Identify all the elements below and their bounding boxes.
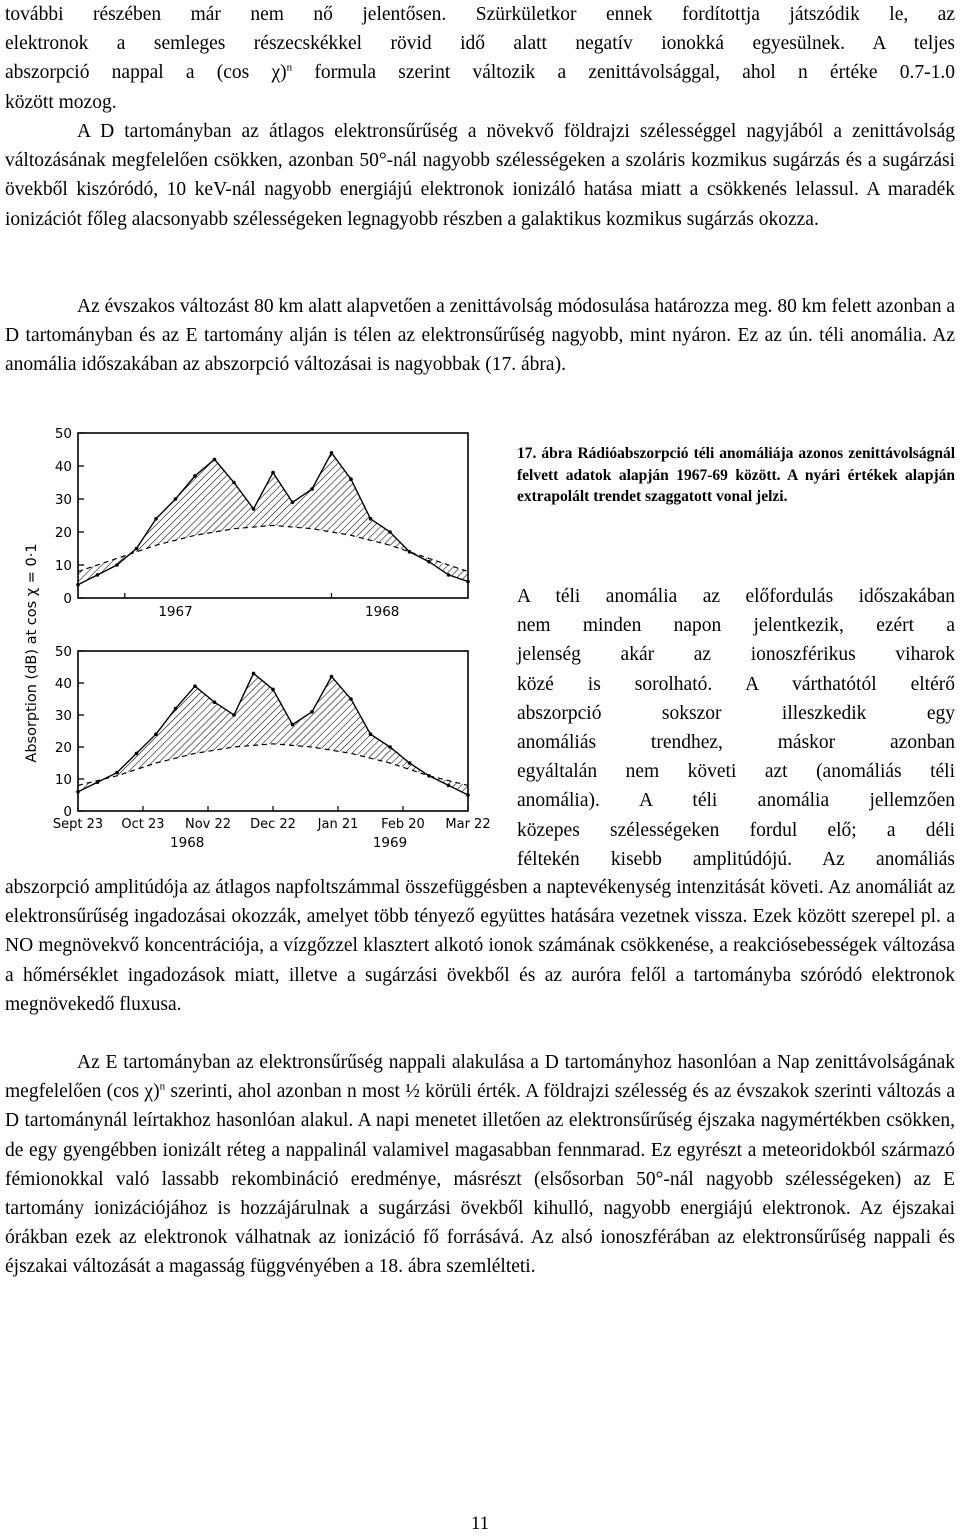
data-point — [466, 793, 470, 797]
y-tick-label: 0 — [63, 591, 72, 607]
x-tick-label: 1967 — [158, 604, 193, 620]
data-point — [154, 517, 158, 521]
data-point — [135, 752, 139, 756]
text-fragment: formula szerint változik a zenittávolsággal, ahol n értéke 0.7-1.0 — [292, 62, 956, 84]
text-line: anomália). A téli anomália jellemzően — [517, 790, 955, 812]
data-point — [213, 458, 217, 462]
data-point — [232, 481, 236, 485]
data-point — [349, 697, 353, 701]
anomaly-hatched-area — [78, 673, 468, 795]
text-line: jelenség akár az ionoszférikus viharok — [517, 644, 955, 666]
year-label: 1969 — [372, 835, 408, 851]
y-tick-label: 50 — [54, 644, 72, 660]
text-line — [5, 58, 955, 87]
y-tick-label: 0 — [63, 804, 72, 820]
x-tick-label: Oct 23 — [121, 817, 165, 832]
data-point — [252, 507, 256, 511]
data-point — [369, 517, 373, 521]
text-fragment: Az E tartományban az elektronsűrűség nappali alakulása a D tartományhoz hasonlóan a Nap zenittávolságának megfelelően (cos χ) — [5, 1052, 955, 1103]
data-point — [213, 700, 217, 704]
y-tick-label: 30 — [54, 708, 72, 724]
page-number: 11 — [470, 1513, 490, 1534]
text-line: A téli anomália az előfordulás időszakában — [517, 586, 955, 607]
y-tick-label: 10 — [54, 558, 72, 574]
paragraph-anomaly-cont: abszorpció amplitúdója az átlagos napfoltszámmal összefüggésben a naptevékenység intenzitását követi. Az anomáliát az elektronsűrűség ingadozásai okozzák, amelyet több tényező együttes hatására vezetnek vissza. Ezek között szerepel pl. a NO megnövekvő koncentrációja, a vízgőzzel klasztert alkotó ionok számának csökkenése, a reakciósebességek változása a hőmérséklet ingadozások miatt, illetve a sugárzási övekből és az auróra felől a tartományba szóródó elektronok megnövekedő fluxusa. — [5, 877, 955, 1015]
data-point — [252, 672, 256, 676]
superscript-n: n — [286, 61, 293, 74]
data-point — [291, 723, 295, 727]
x-tick-label: Dec 22 — [250, 817, 296, 832]
data-point — [466, 580, 470, 584]
data-point — [310, 487, 314, 491]
data-point — [174, 497, 178, 501]
x-tick-label: Jan 21 — [317, 817, 359, 832]
data-point — [135, 547, 139, 551]
y-axis-label: Absorption (dB) at cos χ = 0·1 — [24, 543, 40, 763]
data-point — [388, 530, 392, 534]
data-point — [154, 732, 158, 736]
figure-caption: 17. ábra Rádióabszorpció téli anomáliája azonos zenittávolságnál felvett adatok alapján 1967-69 között. A nyári értékek alapján extrapolált trendet szaggatott vonal jelzi. — [517, 445, 955, 505]
text-line: anomáliás trendhez, máskor azonban — [517, 732, 955, 754]
text-line: közepes szélességeken fordul elő; a déli — [517, 819, 955, 841]
data-point — [193, 684, 197, 688]
paragraph-intro — [5, 0, 955, 117]
data-point — [447, 784, 451, 788]
data-point — [271, 471, 275, 475]
x-tick-label: Mar 22 — [445, 817, 491, 832]
data-point — [427, 560, 431, 564]
data-point — [447, 573, 451, 577]
data-point — [388, 745, 392, 749]
data-point — [408, 761, 412, 765]
data-point — [330, 675, 334, 679]
chart-panel-1968-1969 — [53, 644, 491, 851]
y-tick-label: 40 — [54, 676, 72, 692]
chart-panel-1967-1968 — [55, 426, 470, 620]
data-point — [291, 501, 295, 505]
superscript-n: n — [159, 1080, 166, 1093]
data-point — [76, 583, 80, 587]
data-point — [115, 563, 119, 567]
y-tick-label: 10 — [54, 772, 72, 788]
y-tick-label: 30 — [54, 492, 72, 508]
data-point — [349, 477, 353, 481]
y-tick-label: 50 — [54, 426, 72, 442]
data-point — [193, 474, 197, 478]
text-fragment: abszorpció nappal a (cos χ) — [5, 62, 287, 84]
y-tick-label: 20 — [54, 740, 72, 756]
data-point — [174, 707, 178, 711]
y-tick-label: 40 — [54, 459, 72, 475]
figure-17-winter-anomaly — [8, 418, 508, 858]
paragraph-d-region: A D tartományban az átlagos elektronsűrűség a növekvő földrajzi szélességgel nagyjából a zenittávolság változásának megfelelően csökken, azonban 50°-nál nagyobb szélességeken a szoláris kozmikus sugárzás és a sugárzási övekből kiszóródó, 10 keV-nál nagyobb energiájú elektronok ionizáló hatása miatt a csökkenés lelassul. A maradék ionizációt főleg alacsonyabb szélességeken legnagyobb részben a galaktikus kozmikus sugárzás okozza. — [5, 121, 955, 230]
data-point — [115, 771, 119, 775]
paragraph-anomaly-side — [517, 582, 955, 874]
data-point — [330, 451, 334, 455]
text-line: abszorpció sokszor illeszkedik egy — [517, 702, 955, 724]
text-line: féltekén kisebb amplitúdójú. Az anomáliás — [517, 848, 955, 870]
data-point — [369, 732, 373, 736]
text-line: egyáltalán nem követi azt (anomáliás téli — [517, 761, 955, 783]
data-point — [76, 790, 80, 794]
year-label: 1968 — [170, 835, 205, 851]
text-line: között mozog. — [5, 91, 117, 113]
data-point — [232, 713, 236, 717]
text-line: közé is sorolható. A várthatótól eltérő — [517, 673, 955, 695]
paragraph-seasonal: Az évszakos változást 80 km alatt alapvetően a zenittávolság módosulása határozza meg. 80 km felett azonban a D tartományban és az E tartomány alján is télen az elektronsűrűség nagyobb, mint nyáron. Ez az ún. téli anomália. Az anomália időszakában az abszorpció változásai is nagyobbak (17. ábra). — [5, 296, 955, 376]
text-fragment: szerinti, ahol azonban n most ½ körüli érték. A földrajzi szélesség és az évszakok szerinti változás a D tartománynál leírtakhoz hasonlóan alakul. A napi menetet illetően az elektronsűrűség éjszaka nagymértékben csökken, de egy gyengébben ionizált réteg a nappalinál valamivel magasabban fennmarad. Ez egyrészt a meteoridokból származó fémionokkal való lassabb rekombináció eredménye, másrészt (elsősorban 50°-nál nagyobb szélességeken) az E tartomány ionizációjához is hozzájárulnak a sugárzási övekből kihulló, nagyobb energiájú elektronok. Az éjszakai órákban ezek az elektronok válhatnak az ionizáció fő forrásává. Az alsó ionoszférában az elektronsűrűség nappali és éjszakai változását a magasság függvényében a 18. ábra szemlélteti. — [5, 1081, 955, 1278]
data-point — [96, 573, 100, 577]
text-line: nem minden napon jelentkezik, ezért a — [517, 615, 955, 637]
x-tick-label: Sept 23 — [52, 817, 104, 832]
paragraph-e-region — [5, 1048, 955, 1282]
data-point — [271, 688, 275, 692]
data-point — [408, 550, 412, 554]
x-tick-label: Nov 22 — [184, 817, 232, 832]
y-tick-label: 20 — [54, 525, 72, 541]
text-line: elektronok a semleges részecskékkel rövid idő alatt negatív ionokká egyesülnek. A teljes — [5, 33, 955, 55]
x-tick-label: Feb 20 — [381, 817, 425, 832]
x-tick-label: 1968 — [365, 604, 400, 620]
data-point — [310, 710, 314, 714]
text-line: további részében már nem nő jelentősen. Szürkületkor ennek fordítottja játszódik le, az — [5, 4, 955, 25]
